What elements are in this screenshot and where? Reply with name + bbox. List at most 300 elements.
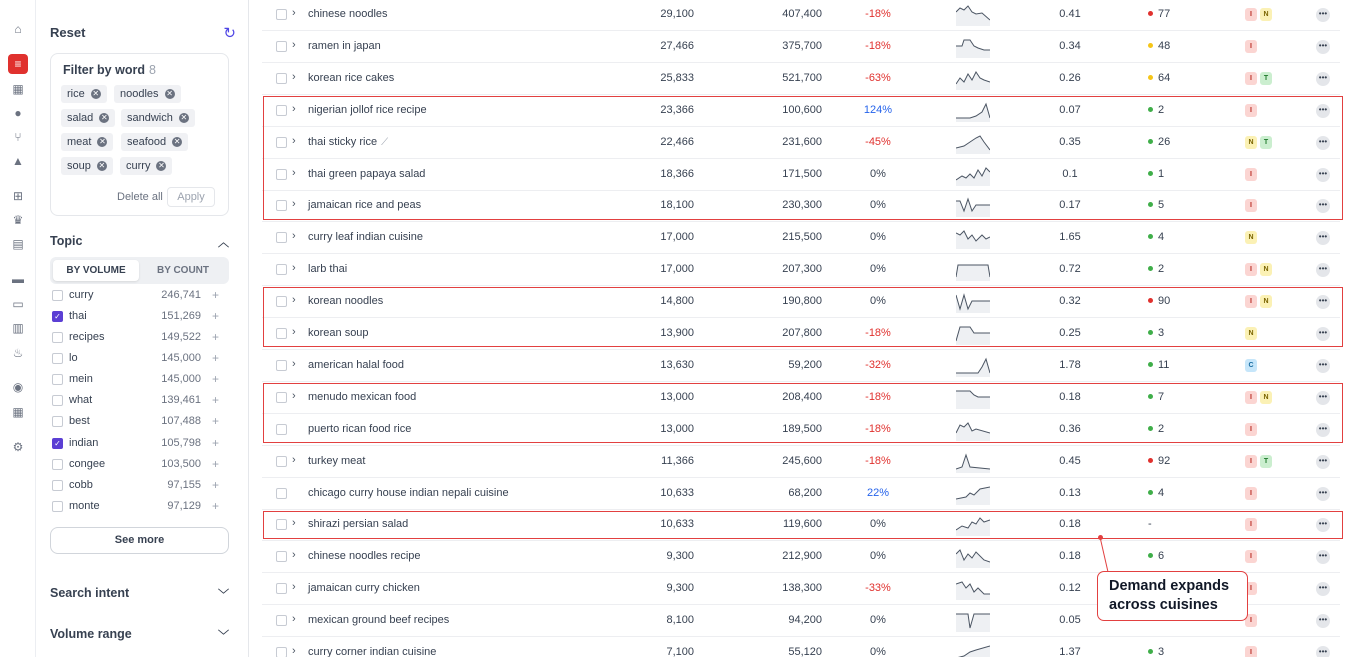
keyword-cell[interactable] — [308, 263, 347, 275]
chevron-right-icon[interactable]: › — [292, 198, 296, 211]
global-volume-cell: 215,500 — [782, 231, 822, 244]
search-intent-header[interactable] — [50, 586, 229, 600]
difficulty-cell — [1148, 487, 1188, 499]
topic-name: what — [69, 394, 93, 406]
chip-label: salad — [67, 112, 94, 124]
more-options-icon[interactable]: ••• — [1316, 423, 1330, 437]
chevron-right-icon[interactable]: › — [292, 38, 296, 51]
change-cell: -18% — [865, 390, 891, 403]
change-cell: 0% — [870, 263, 886, 276]
shapes-icon[interactable]: ▲ — [12, 154, 24, 168]
more-options-icon[interactable]: ••• — [1316, 104, 1330, 118]
trend-sparkline — [956, 259, 990, 281]
volume-range-header[interactable] — [50, 627, 229, 641]
chevron-right-icon[interactable]: › — [292, 645, 296, 657]
plus-icon[interactable]: + — [211, 351, 219, 365]
global-volume-cell: 171,500 — [782, 167, 822, 180]
volume-cell: 9,300 — [666, 550, 694, 563]
keyword-text: thai green papaya salad — [308, 167, 426, 180]
chevron-right-icon[interactable]: › — [292, 326, 296, 338]
topic-checkbox[interactable] — [52, 374, 63, 385]
more-options-icon[interactable]: ••• — [1316, 518, 1330, 532]
change-cell: 0% — [870, 614, 886, 627]
intent-badge: I — [1245, 646, 1257, 657]
row-checkbox[interactable] — [276, 232, 287, 243]
chip-label: meat — [67, 136, 92, 148]
row-checkbox[interactable] — [276, 360, 287, 371]
difficulty-value: 2 — [1158, 103, 1165, 116]
topic-value: 246,741 — [161, 289, 201, 301]
by-volume-tab[interactable]: BY VOLUME — [53, 260, 139, 281]
intent-badge: N — [1245, 327, 1257, 340]
remove-icon[interactable]: ✕ — [100, 113, 108, 122]
intent-badge: I — [1245, 40, 1257, 53]
more-options-icon[interactable]: ••• — [1316, 327, 1330, 341]
keyword-cell[interactable] — [308, 646, 436, 657]
topic-checkbox[interactable] — [52, 332, 63, 343]
plus-icon[interactable]: + — [211, 309, 219, 323]
difficulty-cell — [1148, 359, 1188, 371]
change-cell: 0% — [870, 199, 886, 212]
global-volume-cell: 231,600 — [782, 135, 822, 148]
intent-badge: I — [1245, 423, 1257, 436]
topic-checkbox[interactable]: ✓ — [52, 438, 63, 449]
chevron-up-icon[interactable]: ︿ — [218, 237, 229, 249]
chevron-down-icon[interactable]: ﹀ — [218, 589, 229, 601]
calendar-icon[interactable]: ▤ — [12, 237, 24, 251]
volume-cell: 23,366 — [660, 103, 694, 116]
keyword-text: american halal food — [308, 358, 405, 371]
more-options-icon[interactable]: ••• — [1316, 231, 1330, 245]
kd-cell: 0.35 — [1059, 135, 1081, 148]
trend-sparkline — [956, 227, 990, 249]
trend-chart-icon[interactable]: ⟋ — [381, 136, 389, 148]
kd-cell: 0.32 — [1059, 295, 1081, 308]
keyword-text: chicago curry house indian nepali cuisine — [308, 486, 509, 499]
topic-title: Topic — [50, 234, 83, 248]
filter-title-text: Filter by word — [63, 63, 145, 77]
folder-icon[interactable]: ▬ — [12, 272, 24, 286]
row-checkbox[interactable] — [276, 41, 287, 52]
more-options-icon[interactable]: ••• — [1316, 455, 1330, 469]
topic-value: 107,488 — [161, 415, 201, 427]
topic-item[interactable] — [50, 350, 229, 368]
filter-chip[interactable] — [61, 85, 107, 103]
plus-icon[interactable]: + — [211, 499, 219, 513]
delete-all-link[interactable]: Delete all — [117, 191, 163, 203]
plus-icon[interactable]: + — [211, 372, 219, 386]
filter-chip[interactable] — [120, 157, 172, 175]
volume-cell: 14,800 — [660, 295, 694, 308]
global-volume-cell: 190,800 — [782, 295, 822, 308]
global-volume-cell: 212,900 — [782, 550, 822, 563]
change-cell: -33% — [865, 582, 891, 595]
chevron-right-icon[interactable]: › — [292, 166, 296, 179]
table-row[interactable] — [262, 350, 1340, 382]
difficulty-value: 77 — [1158, 8, 1171, 20]
filter-by-word-box — [50, 53, 229, 216]
chevron-right-icon[interactable]: › — [292, 230, 296, 243]
topic-checkbox[interactable] — [52, 416, 63, 427]
table-row[interactable] — [262, 446, 1340, 478]
difficulty-value: 2 — [1158, 422, 1165, 435]
kd-cell: 0.45 — [1059, 454, 1081, 467]
change-cell: -18% — [865, 39, 891, 52]
plus-icon[interactable]: + — [211, 457, 219, 471]
topic-name: indian — [69, 437, 99, 449]
row-checkbox[interactable] — [276, 73, 287, 84]
gear-icon[interactable]: ⚙ — [12, 440, 24, 454]
chevron-right-icon[interactable]: › — [292, 549, 296, 562]
archive-icon[interactable]: ▭ — [12, 297, 24, 311]
remove-icon[interactable]: ✕ — [158, 161, 165, 170]
difficulty-cell — [1148, 40, 1188, 52]
topic-item[interactable] — [50, 329, 229, 347]
more-options-icon[interactable]: ••• — [1316, 8, 1330, 22]
keyword-text: chinese noodles — [308, 8, 388, 20]
topic-item[interactable] — [50, 392, 229, 410]
topic-item[interactable] — [50, 371, 229, 389]
highlight-box — [263, 96, 1343, 220]
keyword-cell[interactable] — [308, 614, 449, 626]
chevron-right-icon[interactable]: › — [292, 134, 296, 147]
intent-badge: I — [1245, 8, 1257, 21]
search-intent-label: Search intent — [50, 586, 130, 600]
filter-chip[interactable] — [121, 109, 195, 127]
more-options-icon[interactable]: ••• — [1316, 263, 1330, 277]
trend-sparkline — [956, 451, 990, 473]
chip-label: seafood — [127, 136, 167, 148]
plus-icon[interactable]: + — [211, 414, 219, 428]
global-volume-cell: 138,300 — [782, 582, 822, 595]
volume-cell: 13,900 — [660, 327, 694, 339]
callout-line-2: across cuisines — [1109, 597, 1218, 613]
intent-badge: N — [1260, 8, 1272, 21]
intent-tags — [1245, 8, 1272, 22]
keyword-cell[interactable] — [308, 231, 423, 243]
keyword-cell[interactable] — [308, 455, 365, 467]
row-checkbox[interactable] — [276, 264, 287, 275]
more-options-icon[interactable]: ••• — [1316, 614, 1330, 628]
global-volume-cell: 207,300 — [782, 263, 822, 276]
callout-dot — [1098, 535, 1103, 540]
table-row[interactable] — [262, 31, 1340, 63]
intent-badge: N — [1260, 391, 1272, 404]
map-icon[interactable]: ▦ — [12, 82, 24, 96]
kd-cell: 0.26 — [1059, 71, 1081, 84]
row-checkbox[interactable] — [276, 551, 287, 562]
refresh-icon[interactable]: ↻ — [223, 25, 236, 42]
volume-cell: 13,000 — [660, 422, 694, 435]
topic-item[interactable] — [50, 456, 229, 474]
keyword-search-icon[interactable]: ≡ — [8, 54, 28, 74]
row-checkbox[interactable] — [276, 647, 287, 657]
intent-tags — [1245, 263, 1272, 277]
see-more-button[interactable]: See more — [50, 527, 229, 554]
building-icon[interactable]: ▦ — [12, 405, 24, 419]
table-row[interactable] — [262, 478, 1340, 510]
keyword-cell[interactable] — [308, 72, 394, 84]
intent-badge: I — [1245, 295, 1257, 308]
topic-checkbox[interactable] — [52, 290, 63, 301]
more-options-icon[interactable]: ••• — [1316, 550, 1330, 564]
change-cell: 0% — [870, 646, 886, 657]
intent-badge: N — [1260, 295, 1272, 308]
filter-chip[interactable] — [114, 85, 181, 103]
highlight-box — [263, 287, 1343, 347]
remove-icon[interactable]: ✕ — [99, 137, 106, 146]
more-options-icon[interactable]: ••• — [1316, 359, 1330, 373]
chevron-right-icon[interactable]: › — [292, 581, 296, 594]
difficulty-cell — [1148, 72, 1188, 84]
difficulty-dot — [1148, 649, 1153, 654]
difficulty-value: 3 — [1158, 646, 1165, 657]
by-count-tab[interactable]: BY COUNT — [156, 265, 210, 276]
topic-checkbox[interactable] — [52, 353, 63, 364]
reset-row[interactable] — [50, 24, 240, 42]
row-checkbox[interactable] — [276, 583, 287, 594]
volume-cell: 17,000 — [660, 263, 694, 276]
intent-badge: N — [1245, 231, 1257, 244]
global-volume-cell: 68,200 — [788, 486, 822, 499]
row-checkbox[interactable] — [276, 9, 287, 20]
topic-value: 151,269 — [161, 310, 201, 322]
more-options-icon[interactable]: ••• — [1316, 582, 1330, 596]
annotation-callout — [1097, 571, 1248, 621]
difficulty-value: 4 — [1158, 486, 1165, 499]
topic-checkbox[interactable]: ✓ — [52, 311, 63, 322]
home-icon[interactable]: ⌂ — [14, 22, 22, 36]
chip-label: soup — [67, 160, 91, 172]
plus-icon[interactable]: + — [211, 478, 219, 492]
chat-icon[interactable]: ◉ — [12, 380, 24, 394]
more-options-icon[interactable]: ••• — [1316, 40, 1330, 54]
highlight-box — [263, 511, 1343, 539]
plus-icon[interactable]: + — [211, 330, 219, 344]
change-cell: -63% — [865, 71, 891, 84]
global-volume-cell: 119,600 — [783, 518, 822, 531]
trend-sparkline — [956, 36, 990, 58]
topic-checkbox[interactable] — [52, 501, 63, 512]
intent-badge: I — [1245, 455, 1257, 468]
table-row[interactable] — [262, 254, 1340, 286]
plus-icon[interactable]: + — [211, 393, 219, 407]
keyword-cell[interactable] — [308, 550, 421, 562]
trend-sparkline — [956, 355, 990, 377]
topic-item[interactable] — [50, 498, 229, 516]
topic-item[interactable] — [50, 287, 229, 305]
keyword-text: korean rice cakes — [308, 71, 395, 84]
more-options-icon[interactable]: ••• — [1316, 487, 1330, 501]
filter-chip[interactable] — [61, 133, 113, 151]
topic-value: 97,155 — [167, 479, 201, 491]
keyword-text: shirazi persian salad — [308, 518, 409, 531]
remove-icon[interactable]: ✕ — [92, 89, 100, 98]
remove-icon[interactable]: ✕ — [166, 89, 173, 98]
intent-badge: I — [1245, 263, 1257, 276]
table-row[interactable] — [262, 637, 1340, 657]
topic-item[interactable] — [50, 435, 229, 453]
filter-chip[interactable] — [61, 109, 115, 127]
difficulty-cell — [1148, 455, 1188, 467]
kd-cell: 0.05 — [1059, 614, 1081, 627]
plus-icon[interactable]: + — [211, 436, 219, 450]
reset-label[interactable]: Reset — [50, 25, 86, 40]
trend-sparkline — [956, 642, 990, 657]
chevron-right-icon[interactable]: › — [292, 357, 296, 370]
chevron-down-icon[interactable]: ﹀ — [218, 630, 229, 642]
difficulty-cell — [1148, 231, 1188, 243]
volume-cell: 27,466 — [660, 39, 694, 52]
chevron-right-icon[interactable]: › — [292, 613, 296, 626]
more-options-icon[interactable]: ••• — [1316, 295, 1330, 309]
remove-icon[interactable]: ✕ — [173, 137, 181, 146]
volume-cell: 13,000 — [660, 390, 694, 403]
table-row[interactable] — [262, 0, 1340, 31]
keyword-cell[interactable] — [308, 40, 381, 52]
table-row[interactable] — [262, 63, 1340, 95]
kd-cell: 0.13 — [1059, 486, 1081, 499]
chevron-right-icon[interactable]: › — [292, 70, 296, 83]
volume-cell: 17,000 — [660, 231, 694, 244]
row-checkbox[interactable] — [276, 456, 287, 467]
intent-badge: I — [1245, 104, 1257, 117]
volume-cell: 13,630 — [660, 358, 694, 371]
chevron-right-icon[interactable]: › — [292, 262, 296, 275]
keyword-cell[interactable] — [308, 487, 509, 499]
chip-label: rice — [67, 88, 85, 100]
keyword-text: nigerian jollof rice recipe — [308, 103, 427, 116]
more-options-icon[interactable]: ••• — [1316, 72, 1330, 86]
trend-sparkline — [956, 578, 990, 600]
chevron-right-icon[interactable]: › — [292, 517, 296, 530]
apply-button[interactable]: Apply — [167, 187, 215, 207]
chip-label: noodles — [120, 88, 159, 100]
topic-value: 103,500 — [161, 458, 201, 470]
filter-chip[interactable] — [121, 133, 188, 151]
topic-name: lo — [69, 352, 78, 364]
remove-icon[interactable]: ✕ — [98, 161, 106, 170]
topic-value: 149,522 — [161, 331, 201, 343]
table-row[interactable] — [262, 222, 1340, 254]
kd-cell: 0.12 — [1059, 582, 1081, 595]
table-row[interactable] — [262, 541, 1340, 573]
difficulty-value: 64 — [1158, 71, 1171, 84]
topic-name: curry — [69, 289, 94, 301]
chevron-right-icon[interactable]: › — [292, 389, 296, 402]
topic-header[interactable] — [50, 234, 229, 248]
global-volume-cell: 100,600 — [782, 103, 822, 116]
topic-name: thai — [69, 310, 87, 322]
change-cell: 0% — [870, 231, 886, 244]
difficulty-cell — [1148, 263, 1188, 275]
keyword-text: puerto rican food rice — [308, 422, 412, 435]
keyword-text: jamaican curry chicken — [308, 582, 420, 595]
change-cell: 0% — [870, 167, 886, 180]
difficulty-value: 6 — [1158, 550, 1165, 563]
chevron-right-icon[interactable]: › — [292, 102, 296, 115]
row-checkbox[interactable] — [276, 615, 287, 626]
trend-sparkline — [956, 483, 990, 505]
keyword-text: korean noodles — [308, 295, 384, 308]
difficulty-value: 3 — [1158, 327, 1165, 339]
difficulty-value: 26 — [1158, 135, 1171, 148]
difficulty-value: - — [1148, 518, 1152, 531]
topic-item[interactable] — [50, 413, 229, 431]
intent-badge: I — [1245, 199, 1257, 212]
filter-chip[interactable] — [61, 157, 113, 175]
kd-cell: 1.78 — [1059, 358, 1081, 371]
more-options-icon[interactable]: ••• — [1316, 136, 1330, 150]
global-volume-cell: 59,200 — [788, 358, 822, 371]
remove-icon[interactable]: ✕ — [180, 113, 188, 122]
keyword-text: ramen in japan — [308, 39, 381, 52]
change-cell: -45% — [865, 135, 891, 148]
topic-checkbox[interactable] — [52, 395, 63, 406]
difficulty-dot — [1148, 266, 1153, 271]
intent-badge: I — [1245, 72, 1257, 85]
intent-badge: T — [1260, 136, 1272, 149]
flow-icon[interactable]: ⑂ — [14, 130, 22, 144]
chevron-right-icon[interactable]: › — [292, 294, 296, 307]
topic-checkbox[interactable] — [52, 459, 63, 470]
difficulty-cell — [1148, 646, 1188, 657]
global-volume-cell: 230,300 — [782, 199, 822, 212]
volume-cell: 9,300 — [666, 582, 694, 595]
topic-name: recipes — [69, 331, 105, 343]
more-options-icon[interactable]: ••• — [1316, 199, 1330, 213]
volume-range-label: Volume range — [50, 627, 132, 641]
chevron-right-icon[interactable]: › — [292, 7, 296, 19]
change-cell: -18% — [865, 327, 891, 339]
cluster-icon[interactable]: ● — [14, 106, 22, 120]
global-volume-cell: 245,600 — [782, 454, 822, 467]
intent-badge: I — [1245, 518, 1257, 531]
flame-icon[interactable]: ♨ — [12, 346, 24, 360]
chevron-right-icon[interactable]: › — [292, 453, 296, 466]
change-cell: 0% — [870, 295, 886, 308]
keyword-cell[interactable] — [308, 582, 420, 594]
more-options-icon[interactable]: ••• — [1316, 646, 1330, 657]
difficulty-cell — [1148, 8, 1188, 20]
kd-cell: 0.18 — [1059, 550, 1081, 563]
analytics-icon[interactable]: ▥ — [12, 321, 24, 335]
sliders-icon[interactable]: ⊞ — [12, 189, 24, 203]
kd-cell: 0.18 — [1059, 518, 1081, 531]
plus-icon[interactable]: + — [211, 288, 219, 302]
difficulty-dot — [1148, 43, 1153, 48]
more-options-icon[interactable]: ••• — [1316, 168, 1330, 182]
topic-name: monte — [69, 500, 100, 512]
keyword-cell[interactable] — [308, 359, 404, 371]
more-options-icon[interactable]: ••• — [1316, 391, 1330, 405]
global-volume-cell: 521,700 — [782, 71, 822, 84]
keyword-cell[interactable] — [308, 8, 388, 20]
trend-sparkline — [956, 68, 990, 90]
topic-item[interactable] — [50, 477, 229, 495]
intent-badge: I — [1245, 391, 1257, 404]
keyword-text: mexican ground beef recipes — [308, 614, 450, 627]
row-checkbox[interactable] — [276, 488, 287, 499]
topic-value: 97,129 — [167, 500, 201, 512]
difficulty-cell — [1148, 550, 1188, 562]
crown-icon[interactable]: ♛ — [12, 213, 24, 227]
keyword-text: turkey meat — [308, 454, 366, 467]
change-cell: 124% — [863, 103, 893, 116]
intent-tags — [1245, 455, 1272, 469]
topic-item[interactable] — [50, 308, 229, 326]
topic-checkbox[interactable] — [52, 480, 63, 491]
